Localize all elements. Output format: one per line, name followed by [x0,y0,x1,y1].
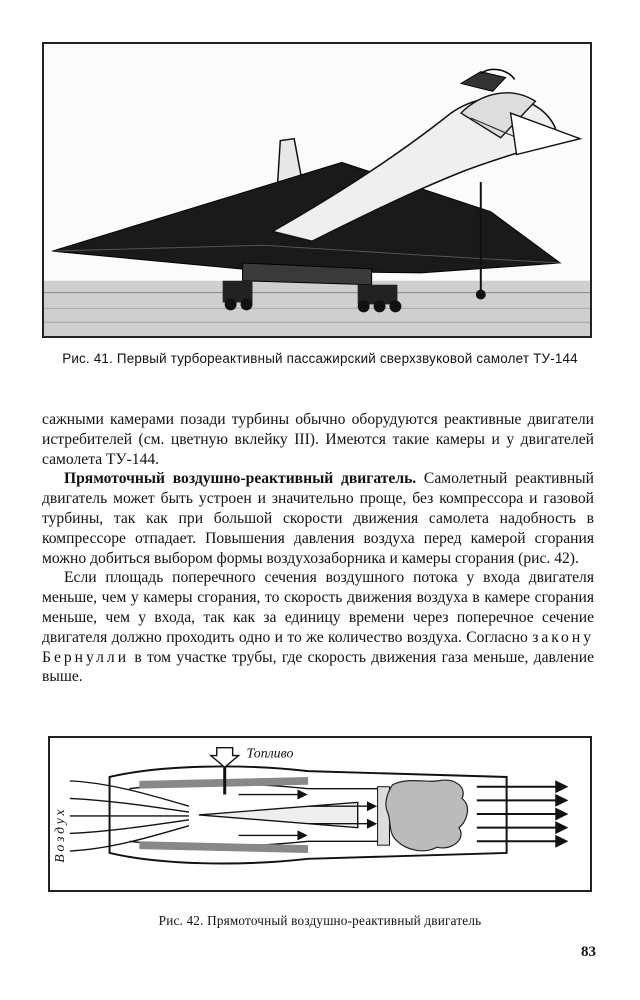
body-text [42,410,594,687]
bernoulli-law-term: закону Бернулли [42,628,594,666]
section-heading: Прямоточный воздушно-реактивный двигатель. [64,470,417,488]
page-number: 83 [581,944,596,960]
paragraph-3-text-b: в том участке трубы, где скорость движения газа меньше, давление выше. [42,648,594,686]
figure-42-diagram [48,736,592,892]
tu144-illustration [44,44,590,336]
paragraph-3 [42,568,594,687]
paragraph-2-text: Самолетный реактивный двигатель может быть устроен и значительно проще, без компрессора и газовой турбины, так как при большой скорости движения самолета надобность в компрессоре отпадает. Повышения давления воздуха перед камерой сгорания можно добиться выбором формы воздухозаборника и камеры сгорания (рис. 42). [42,470,595,567]
ramjet-diagram [50,738,590,890]
figure-41-image [42,42,592,338]
fuel-label: Топливо [246,745,294,761]
paragraph-1: сажными камерами позади турбины обычно оборудуются реактивные двигатели истребителей (см. цветную вклейку III). Имеются такие камеры и у двигателей самолета ТУ-144. [42,411,594,468]
figure-42-caption: Рис. 42. Прямоточный воздушно-реактивный двигатель [158,913,482,928]
paragraph-2 [42,469,594,568]
air-label: Воздух [51,806,67,863]
paragraph-3-text-a: Если площадь поперечного сечения воздушного потока у входа двигателя меньше, чем у камеры сгорания, то скорость движения воздуха в камере сгорания меньше, чем у входа, так как за единицу времени через поперечное сечение двигателя должно проходить одно и то же количество воздуха. Согласно [42,569,594,646]
figure-41-caption: Рис. 41. Первый турбореактивный пассажирский сверхзвуковой самолет ТУ-144 [62,351,578,366]
